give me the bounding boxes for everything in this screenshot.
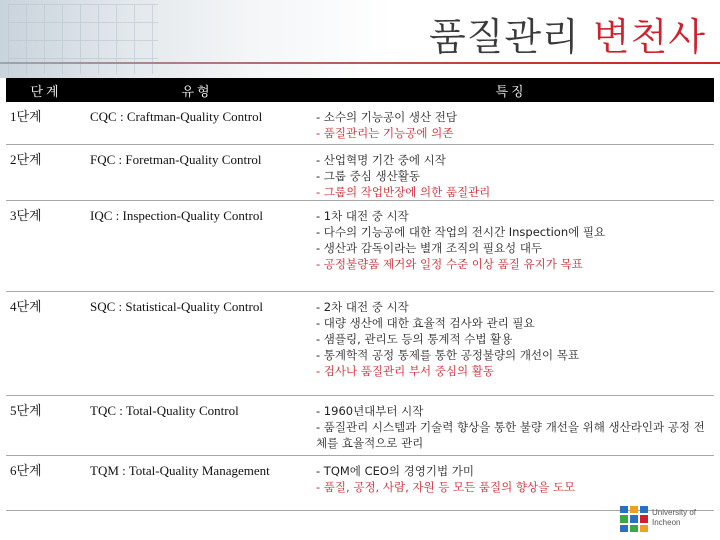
row-type: TQM : Total-Quality Management — [86, 455, 308, 510]
row-type: CQC : Craftman-Quality Control — [86, 102, 308, 144]
university-logo — [620, 502, 714, 536]
table-row — [6, 200, 714, 291]
quality-history-table — [6, 78, 714, 511]
feature-line: - 품질, 공정, 사람, 자원 등 모든 품질의 향상을 도모 — [316, 479, 576, 494]
table-row — [6, 102, 714, 144]
title-main: 품질관리 — [428, 15, 580, 59]
header-type: 유형 — [86, 78, 308, 102]
logo-subtitle: University of Incheon — [652, 508, 697, 527]
feature-line: - 2차 대전 중 시작 — [316, 299, 409, 314]
row-type: TQC : Total-Quality Control — [86, 395, 308, 455]
table-row — [6, 395, 714, 455]
page-title — [429, 6, 706, 61]
row-type: IQC : Inspection-Quality Control — [86, 200, 308, 291]
feature-line: - 1차 대전 중 시작 — [316, 208, 409, 223]
feature-line: - 검사나 품질관리 부서 중심의 활동 — [316, 363, 494, 378]
row-stage: 6단계 — [6, 455, 86, 510]
header-feature: 특징 — [308, 78, 714, 102]
row-stage: 1단계 — [6, 102, 86, 144]
table-row — [6, 144, 714, 200]
row-stage: 2단계 — [6, 144, 86, 200]
feature-line: - 생산과 감독이라는 별개 조직의 필요성 대두 — [316, 240, 543, 255]
row-features — [308, 200, 714, 291]
feature-line: - 품질관리는 기능공에 의존 — [316, 126, 454, 140]
feature-line: - 품질관리 시스템과 기술력 향상을 통한 불량 개선을 위해 생산라인과 공정 전체를 효율적으로 관리 — [316, 419, 705, 450]
row-features — [308, 102, 714, 144]
row-features — [308, 144, 714, 200]
feature-line: - 통계학적 공정 통제를 통한 공정불량의 개선이 목표 — [316, 347, 580, 362]
feature-line: - 샘플링, 관리도 등의 통계적 수법 활용 — [316, 331, 513, 346]
row-stage: 3단계 — [6, 200, 86, 291]
row-type: FQC : Foretman-Quality Control — [86, 144, 308, 200]
header-stage: 단계 — [6, 78, 86, 102]
row-stage: 5단계 — [6, 395, 86, 455]
feature-line: - TQM에 CEO의 경영기법 가미 — [316, 463, 474, 478]
feature-line: - 산업혁명 기간 중에 시작 — [316, 152, 446, 167]
title-accent: 변천사 — [592, 15, 706, 59]
feature-line: - 1960년대부터 시작 — [316, 403, 424, 418]
table-header-row — [6, 78, 714, 102]
feature-line: - 대량 생산에 대한 효율적 검사와 관리 필요 — [316, 315, 535, 330]
row-features — [308, 291, 714, 395]
logo-mark-icon — [620, 506, 648, 532]
table-row — [6, 455, 714, 510]
feature-line: - 그룹의 작업반장에 의한 품질관리 — [316, 184, 491, 199]
row-type: SQC : Statistical-Quality Control — [86, 291, 308, 395]
row-stage: 4단계 — [6, 291, 86, 395]
title-divider — [0, 62, 720, 64]
table-row — [6, 291, 714, 395]
feature-line: - 소수의 기능공이 생산 전담 — [316, 110, 457, 124]
feature-line: - 다수의 기능공에 대한 작업의 전시간 Inspection에 필요 — [316, 224, 606, 239]
feature-line: - 그룹 중심 생산활동 — [316, 168, 420, 183]
feature-line: - 공정불량품 제거와 일정 수준 이상 품질 유지가 목표 — [316, 256, 583, 271]
row-features — [308, 395, 714, 455]
